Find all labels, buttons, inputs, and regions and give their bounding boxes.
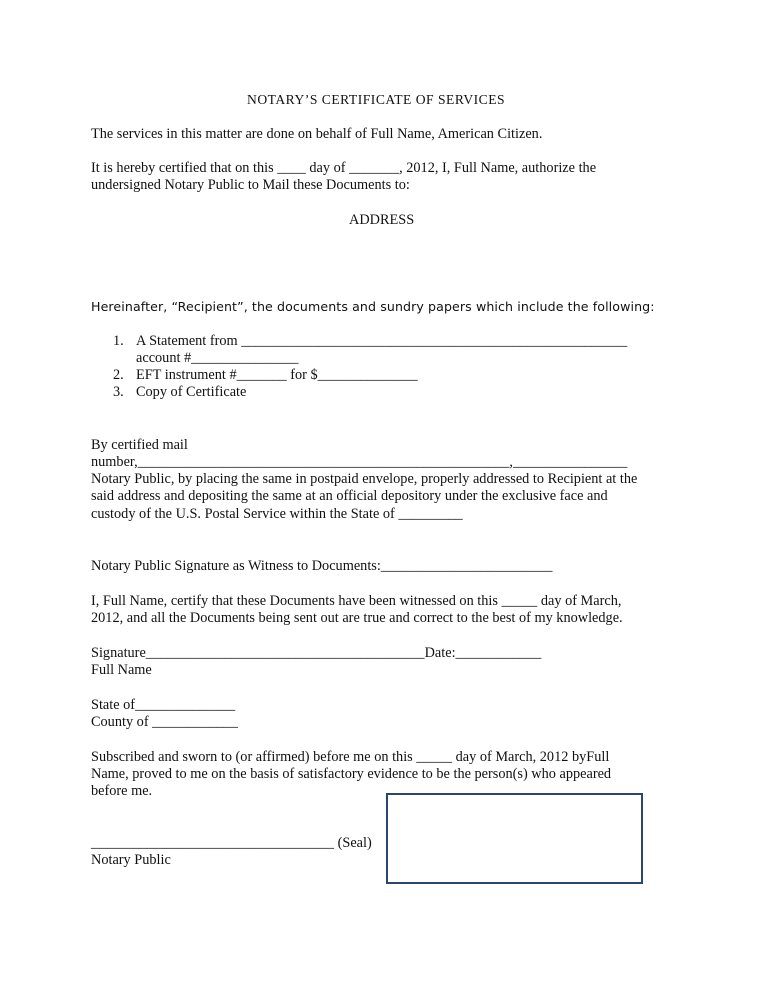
notary-seal-box — [386, 793, 643, 884]
witness-signature-line: Notary Public Signature as Witness to Documents:________________________ — [91, 558, 553, 574]
address-label: ADDRESS — [349, 212, 415, 228]
subscribed-line-2: Name, proved to me on the basis of satisfactory evidence to be the person(s) who appeared — [91, 766, 612, 782]
certified-mail-number-blank: ____________________________________________________,________________ — [137, 454, 628, 470]
certify-line-2: 2012, and all the Documents being sent out are true and correct to the best of my knowledge. — [91, 610, 623, 626]
certify-line-1: I, Full Name, certify that these Documents have been witnessed on this _____ day of March, — [91, 593, 622, 609]
hereinafter-line: Hereinafter, “Recipient”, the documents and sundry papers which include the following: — [91, 299, 655, 314]
certified-mail-line-1: By certified mail — [91, 437, 188, 453]
certified-mail-line-2 — [91, 454, 627, 471]
seal-signature-line: __________________________________ (Seal) — [91, 835, 372, 851]
list-item-number: 3. — [113, 384, 124, 400]
certified-line-2: undersigned Notary Public to Mail these Documents to: — [91, 177, 410, 193]
certified-mail-number-label: number, — [91, 454, 138, 470]
list-item-number: 2. — [113, 367, 124, 383]
subscribed-line-1: Subscribed and sworn to (or affirmed) before me on this _____ day of March, 2012 byFull — [91, 749, 610, 765]
list-item-text: EFT instrument #_______ for $______________ — [136, 367, 418, 383]
mail-paragraph-line-3: custody of the U.S. Postal Service within the State of _________ — [91, 506, 463, 522]
list-item-number: 1. — [113, 333, 124, 349]
document-title: NOTARY’S CERTIFICATE OF SERVICES — [247, 92, 506, 107]
mail-paragraph-line-2: said address and depositing the same at an official depository under the exclusive face and — [91, 488, 608, 504]
state-line: State of______________ — [91, 697, 236, 713]
signature-date-line: Signature_______________________________________Date:____________ — [91, 645, 542, 661]
list-item-text: Copy of Certificate — [136, 384, 247, 400]
mail-paragraph-line-1: Notary Public, by placing the same in postpaid envelope, properly addressed to Recipient at the — [91, 471, 638, 487]
subscribed-line-3: before me. — [91, 783, 153, 799]
county-line: County of ____________ — [91, 714, 238, 730]
list-item-text: account #_______________ — [136, 350, 299, 366]
certified-line-1: It is hereby certified that on this ____ day of _______, 2012, I, Full Name, authorize the — [91, 160, 597, 176]
notary-public-label: Notary Public — [91, 852, 171, 868]
full-name-label: Full Name — [91, 662, 152, 678]
list-item-text: A Statement from ______________________________________________________ — [136, 333, 628, 349]
services-line: The services in this matter are done on behalf of Full Name, American Citizen. — [91, 126, 543, 142]
